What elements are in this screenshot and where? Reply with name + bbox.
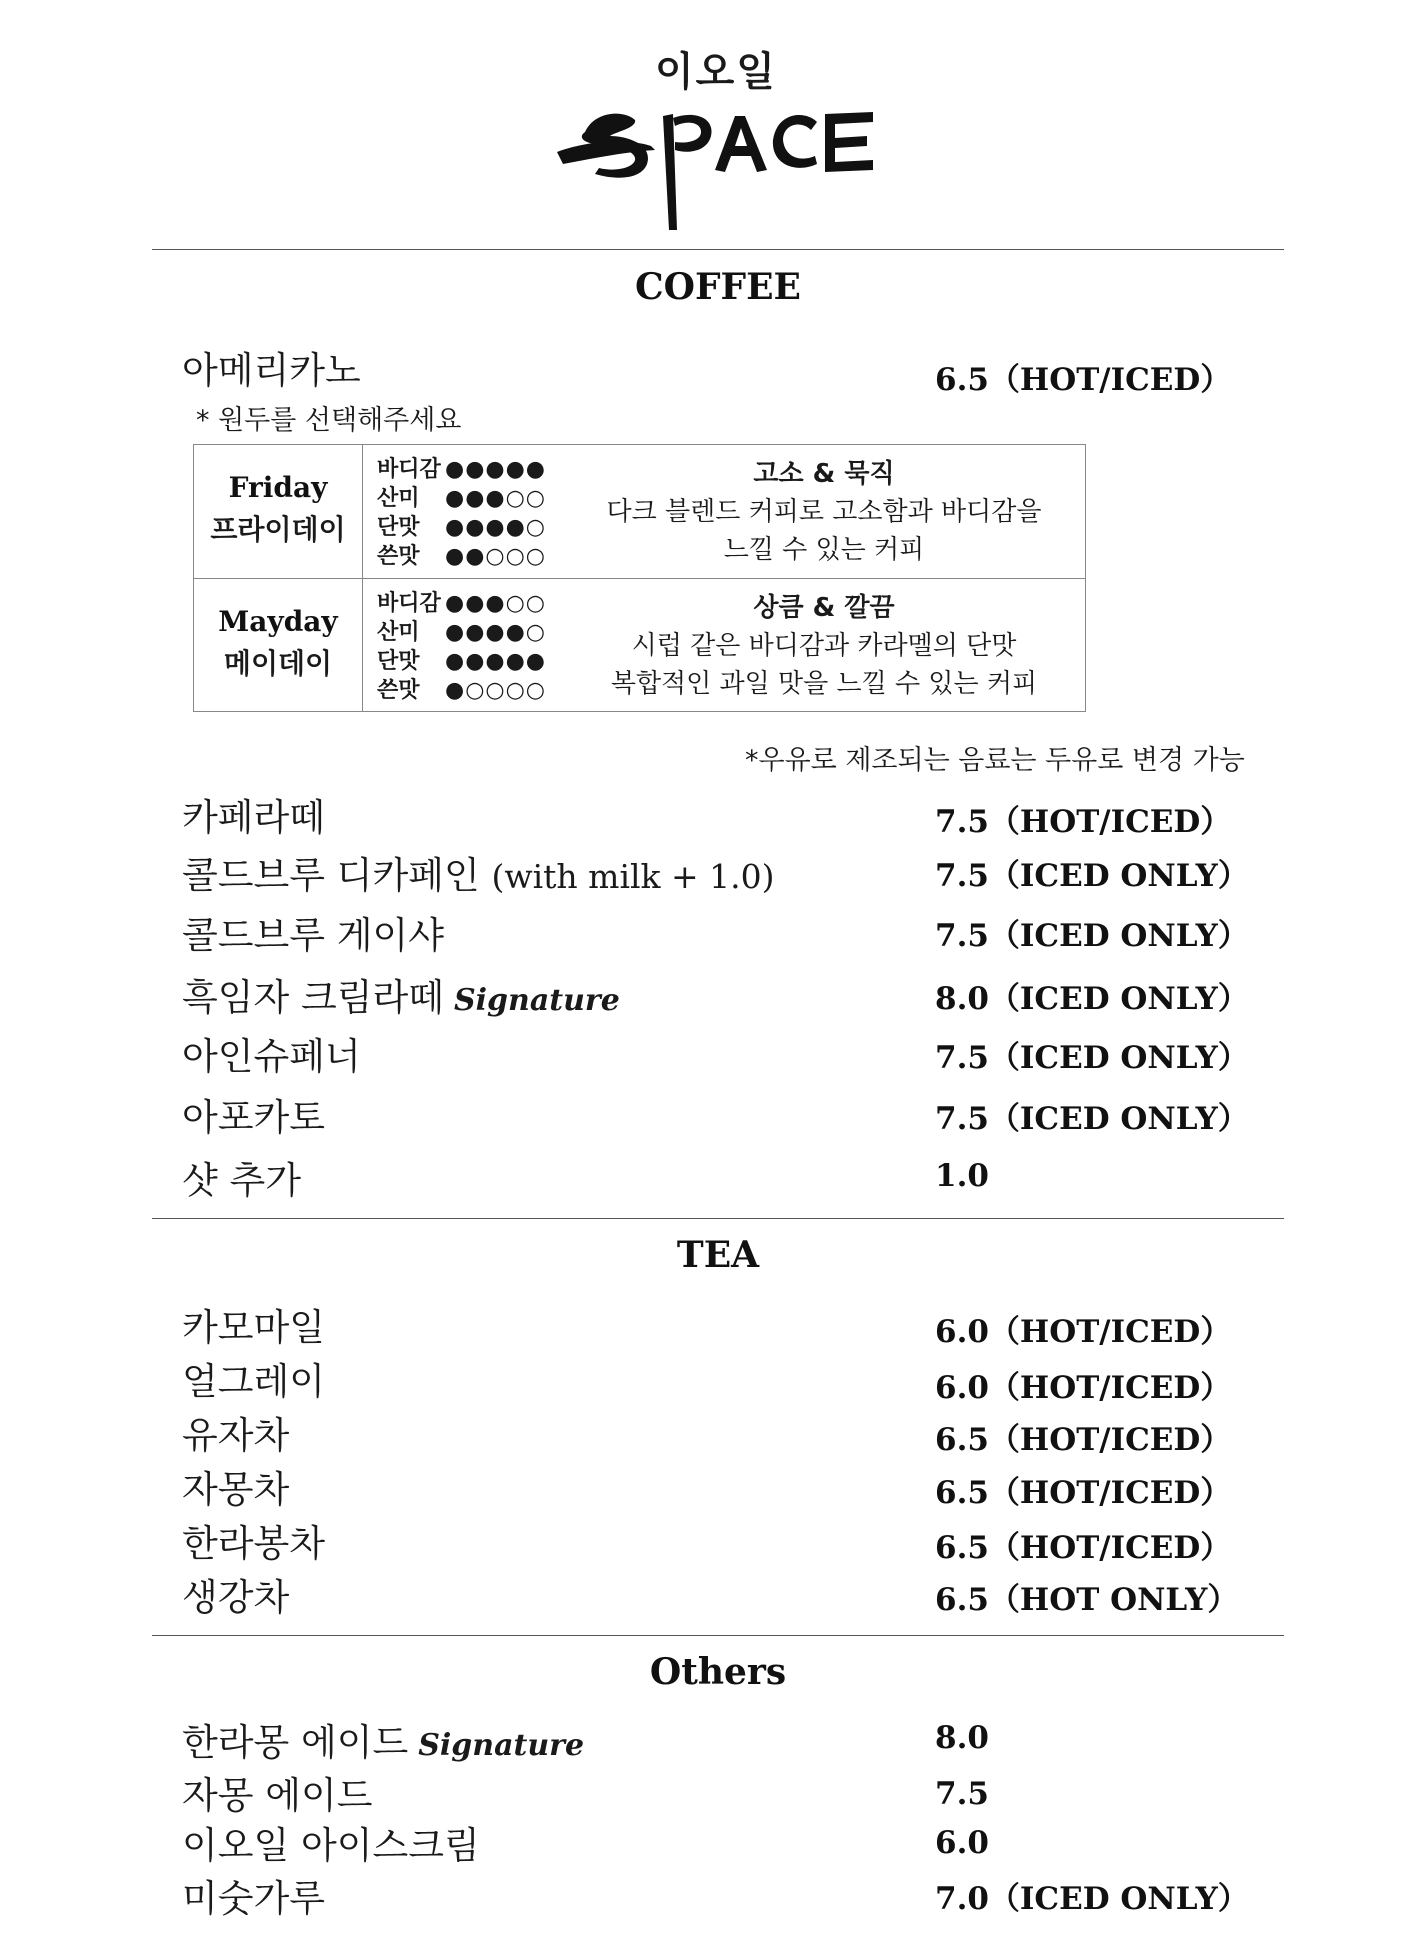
menu-item-name: 자몽 에이드 [182,1774,373,1817]
stat-label: 쓴맛 [377,544,420,569]
menu-item-price: 7.5 [935,1776,989,1812]
stat-label: 산미 [377,486,420,511]
stat-acidity [377,484,546,513]
divider-tea [152,1218,1284,1219]
menu-item-price: 6.0（HOT/ICED） [935,1314,1232,1350]
bean-desc-line: 시럽 같은 바디감과 카라멜의 단맛 [631,631,1017,661]
signature-label: Signature [453,983,620,1018]
divider-top [152,249,1284,250]
bean-row-mayday [194,579,1085,712]
divider-others [152,1635,1284,1636]
bean-name-ko: 메이데이 [223,647,333,680]
section-title-tea: TEA [676,1234,760,1276]
menu-item-name: 자몽차 [182,1468,290,1511]
menu-item-name-text: 콜드브루 디카페인 [182,854,480,897]
stat-dots: ●●●●○ [445,620,546,645]
stat-label: 바디감 [377,591,441,616]
menu-item-name [182,1712,584,1766]
stat-bitterness [377,542,546,571]
menu-item-name: 카모마일 [182,1306,325,1349]
menu-item-name: 샷 추가 [182,1159,301,1202]
bean-stats [377,589,546,705]
stat-dots: ●●●●● [445,649,546,674]
menu-item-name-text: 흑임자 크림라떼 [182,976,444,1019]
stat-sweetness [377,647,546,676]
menu-item-price: 6.5（HOT ONLY） [935,1582,1239,1618]
stat-dots: ●●●○○ [445,486,546,511]
bean-column-divider [362,445,363,578]
bean-desc-line: 다크 블렌드 커피로 고소함과 바디감을 [606,497,1042,527]
stat-dots: ●●○○○ [445,544,546,569]
menu-item-name: 이오일 아이스크림 [182,1824,480,1867]
stat-label: 단맛 [377,649,420,674]
menu-item-price: 7.5（ICED ONLY） [935,1040,1249,1076]
menu-item-name: 생강차 [182,1576,290,1619]
stat-label: 바디감 [377,457,441,482]
stat-acidity [377,618,546,647]
menu-item-price: 6.5（HOT/ICED） [935,1530,1232,1566]
bean-desc-line: 느낄 수 있는 커피 [723,535,925,565]
bean-description [589,455,1059,569]
menu-item-price: 6.0（HOT/ICED） [935,1370,1232,1406]
section-title-others: Others [649,1651,787,1693]
brand-logo [555,40,875,230]
menu-item-name: 콜드브루 게이샤 [182,914,444,957]
menu-item-price: 8.0（ICED ONLY） [935,981,1249,1017]
bean-name-en: Mayday [218,605,338,638]
stat-dots: ●○○○○ [445,678,546,703]
bean-name-ko: 프라이데이 [210,513,346,546]
menu-item-name: 카페라떼 [182,796,325,839]
bean-name [194,605,362,682]
milk-substitute-note: *우유로 제조되는 음료는 두유로 변경 가능 [745,745,1245,776]
bean-desc-title: 상큼 & 깔끔 [753,593,895,623]
menu-item-name: 미숫가루 [182,1877,325,1920]
bean-select-note: * 원두를 선택해주세요 [196,405,462,436]
bean-name [194,471,362,548]
bean-desc-line: 복합적인 과일 맛을 느낄 수 있는 커피 [610,669,1038,699]
menu-item-name [182,967,620,1021]
stat-label: 단맛 [377,515,420,540]
bean-desc-title: 고소 & 묵직 [753,459,895,489]
bean-name-en: Friday [228,471,328,504]
stat-dots: ●●●●● [445,457,546,482]
stat-bitterness [377,676,546,705]
section-title-coffee: COFFEE [634,266,801,308]
menu-item-name: 아포카토 [182,1096,325,1139]
bean-table [193,444,1086,712]
stat-label: 쓴맛 [377,678,420,703]
stat-dots: ●●●○○ [445,591,546,616]
signature-label: Signature [418,1728,585,1763]
bean-row-friday [194,445,1085,579]
menu-item-name: 얼그레이 [182,1360,325,1403]
menu-item-price: 7.5（HOT/ICED） [935,804,1232,840]
menu-item-price: 1.0 [935,1158,989,1194]
menu-item-americano-name: 아메리카노 [182,349,361,392]
menu-item-name: 한라봉차 [182,1522,325,1565]
menu-item-name: 유자차 [182,1414,290,1457]
stat-body [377,589,546,618]
menu-item-price: 7.5（ICED ONLY） [935,858,1249,894]
stat-sweetness [377,513,546,542]
stat-dots: ●●●●○ [445,515,546,540]
logo-korean-text: 이오일 [655,49,777,95]
bean-stats [377,455,546,571]
menu-item-price: 6.5（HOT/ICED） [935,1475,1232,1511]
menu-item-price: 8.0 [935,1720,989,1756]
menu-item-price: 6.0 [935,1825,989,1861]
stat-body [377,455,546,484]
bean-description [589,589,1059,703]
menu-item-name-text: 한라몽 에이드 [182,1721,409,1764]
menu-item-price: 7.5（ICED ONLY） [935,918,1249,954]
menu-item-americano-price: 6.5（HOT/ICED） [935,362,1232,398]
menu-item-name: 아인슈페너 [182,1035,361,1078]
stat-label: 산미 [377,620,420,645]
menu-item-extra: (with milk + 1.0) [491,857,775,896]
menu-item-price: 7.5（ICED ONLY） [935,1101,1249,1137]
bean-column-divider [362,579,363,712]
logo-brush-icon [555,80,875,230]
menu-item-price: 6.5（HOT/ICED） [935,1422,1232,1458]
menu-item-price: 7.0（ICED ONLY） [935,1881,1249,1917]
menu-item-name [182,845,775,899]
